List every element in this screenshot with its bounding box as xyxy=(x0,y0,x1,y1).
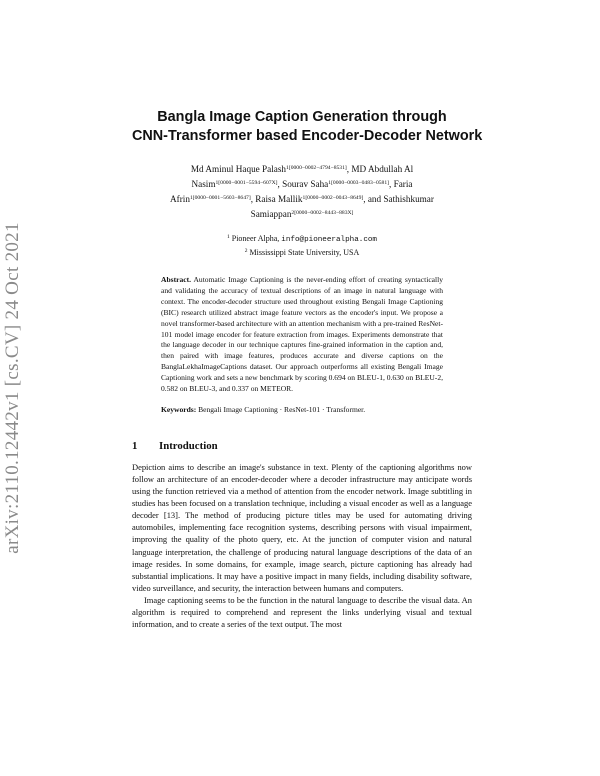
affiliation-1 xyxy=(132,232,472,246)
paper-title xyxy=(132,108,483,146)
affiliation-email-link[interactable]: info@pioneeralpha.com xyxy=(281,236,377,244)
body-paragraph-1: Depiction aims to describe an image's substance in text. Plenty of the captioning algorithms now follow an architecture of an encoder-decoder where a decoder infrastructure may anticipate words using the function retrieved via a method of attention from the encoder network. Image subtitling in studies has been focused on a translation technique, including a visual encoder as well as a language decoder [13]. The method of producing picture titles may be used for automating driving automobiles, implementing face recognition systems, describing persons with visual impairment, improving the quality of the photo query, etc. At the junction of computer vision and natural language interpretation, the challenge of producing natural language descriptions of the data of an image resides. In some domains, for example, image search, picture captioning has already had substantial implications. It may have a positive impact in many fields, including disability software, video surveillance, and security, the interaction between humans and computers. xyxy=(132,461,472,593)
author-name: Afrin xyxy=(170,194,190,204)
author-list xyxy=(132,161,472,221)
abstract-label: Abstract. xyxy=(161,275,191,284)
author-line-2 xyxy=(132,176,472,191)
author-name: , Sourav Saha xyxy=(277,179,329,189)
body-paragraph-2: Image captioning seems to be the function in the natural language to describe the visual data. An algorithm is required to comprehend and represent the links underlying visual and textual information, and to create a series of the text output. The most xyxy=(132,594,472,630)
author-name: Samiappan xyxy=(250,209,292,219)
affiliation-2 xyxy=(132,246,472,258)
abstract-block xyxy=(161,275,443,395)
keywords-block xyxy=(161,405,443,416)
section-number: 1 xyxy=(132,439,138,452)
author-name: , MD Abdullah Al xyxy=(346,164,414,174)
section-heading-introduction xyxy=(132,440,472,452)
abstract-text: Automatic Image Captioning is the never-ending effort of creating syntactically and validating the accuracy of textual descriptions of an image in natural language with context. The encoder-decoder structure used throughout existing Bengali Image Captioning (BIC) research utilized abstract image feature vectors as the encoder's input. We propose a novel transformer-based architecture with an attention mechanism with a pre-trained ResNet-101 model image encoder for feature extraction from images. Experiments demonstrate that the language decoder in our technique captures fine-grained information in the caption and, then paired with image features, produces accurate and diverse captions on the BanglaLekhaImageCaptions dataset. Our approach outperforms all existing Bengali Image Captioning work and sets a new benchmark by scoring 0.694 on BLEU-1, 0.630 on BLEU-2, 0.582 on BLEU-3, and 0.337 on METEOR. xyxy=(161,275,443,394)
author-line-1 xyxy=(132,161,472,176)
author-orcid: 1[0000−0002−0043−8649] xyxy=(302,195,364,201)
title-line-2: CNN-Transformer based Encoder-Decoder Network xyxy=(132,128,483,144)
arxiv-identifier-text: arXiv:2110.12442v1 [cs.CV] 24 Oct 2021 xyxy=(2,222,23,554)
paper-page xyxy=(132,0,483,630)
author-name: Nasim xyxy=(191,179,216,189)
author-name: Md Aminul Haque Palash xyxy=(190,164,287,174)
author-name: , and Sathishkumar xyxy=(363,194,434,204)
keywords-label: Keywords: xyxy=(161,404,197,414)
arxiv-identifier-stamp xyxy=(0,208,26,568)
author-orcid: 1[0000−0001−5594−607X] xyxy=(215,180,278,186)
section-title: Introduction xyxy=(159,439,218,452)
author-name: , Raisa Mallik xyxy=(250,194,303,204)
affiliation-text: Mississippi State University, USA xyxy=(249,248,360,257)
author-line-3 xyxy=(132,191,472,206)
author-orcid: 1[0000−0003−0483−0581] xyxy=(328,180,390,186)
affiliations xyxy=(132,232,472,258)
affiliation-text: Pioneer Alpha, xyxy=(231,234,282,243)
author-orcid: 1[0000−0001−5603−8647] xyxy=(189,195,251,201)
title-line-1: Bangla Image Caption Generation through xyxy=(157,109,447,125)
author-name: , Faria xyxy=(389,179,413,189)
author-orcid: 1[0000−0002−4794−8531] xyxy=(286,165,347,171)
affiliation-mark: 1 xyxy=(227,234,230,240)
author-orcid: 2[0000−0002−8443−883X] xyxy=(291,210,354,216)
author-line-4 xyxy=(132,206,472,221)
keywords-text: Bengali Image Captioning · ResNet-101 · Transformer. xyxy=(198,404,366,414)
affiliation-mark: 2 xyxy=(244,248,248,254)
